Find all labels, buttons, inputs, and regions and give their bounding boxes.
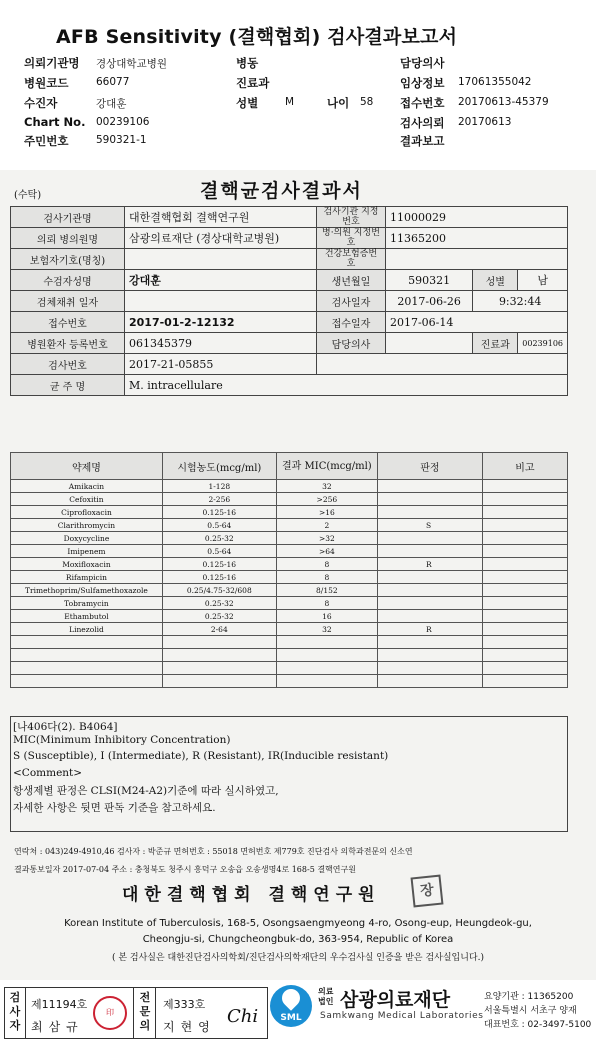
table-cell: 8 bbox=[276, 558, 377, 571]
sheet-title: 결핵균검사결과서 bbox=[200, 180, 363, 202]
table-cell bbox=[482, 623, 567, 636]
cell-label: 검사번호 bbox=[11, 354, 125, 375]
field-label-receipt: 접수번호 bbox=[400, 96, 445, 110]
cell-value: 대한결핵협회 결핵연구원 bbox=[125, 207, 317, 228]
table-cell bbox=[482, 506, 567, 519]
care-facility-no: 요양기관 : 11365200 bbox=[484, 992, 574, 1002]
table-cell: 0.125-16 bbox=[162, 558, 276, 571]
brand-phone: 대표번호 : 02-3497-5100 bbox=[484, 1020, 592, 1030]
cell-label: 병원환자 등록번호 bbox=[11, 333, 125, 354]
table-cell: 0.25-32 bbox=[162, 597, 276, 610]
table-cell bbox=[11, 649, 163, 662]
field-value-chart: 00239106 bbox=[96, 116, 150, 128]
table-cell bbox=[482, 532, 567, 545]
table-cell: 0.25-32 bbox=[162, 532, 276, 545]
table-cell: 8 bbox=[276, 597, 377, 610]
table-cell bbox=[162, 649, 276, 662]
cell-value bbox=[125, 249, 317, 270]
field-label-request: 검사의뢰 bbox=[400, 116, 445, 130]
cell-value: 11365200 bbox=[385, 228, 567, 249]
table-cell: 8 bbox=[276, 571, 377, 584]
cell-label: 수검자성명 bbox=[11, 270, 125, 291]
report-header bbox=[0, 0, 596, 170]
field-label-chart: Chart No. bbox=[24, 115, 86, 129]
susceptibility-table bbox=[10, 452, 568, 688]
cell-label: 진료과 bbox=[473, 333, 518, 354]
table-row bbox=[11, 545, 568, 558]
field-label-ward: 병동 bbox=[236, 56, 259, 70]
tester-license: 제11194호 bbox=[31, 998, 88, 1011]
cell-label: 보험자기호(명칭) bbox=[11, 249, 125, 270]
specialist-license: 제333호 bbox=[163, 998, 206, 1011]
field-value-hospital-code: 66077 bbox=[96, 76, 130, 88]
table-row bbox=[11, 597, 568, 610]
table-cell bbox=[11, 636, 163, 649]
table-cell: Cefoxitin bbox=[11, 493, 163, 506]
table-cell bbox=[482, 610, 567, 623]
table-cell: 16 bbox=[276, 610, 377, 623]
table-cell: Moxifloxacin bbox=[11, 558, 163, 571]
table-cell bbox=[11, 675, 163, 688]
signoff-strip bbox=[0, 985, 596, 1052]
cell-value: 강대훈 bbox=[125, 270, 317, 291]
cell-value: 2017-21-05855 bbox=[125, 354, 317, 375]
tester-seal: 印 bbox=[93, 996, 127, 1030]
table-row bbox=[11, 506, 568, 519]
certification-notice: ( 본 검사실은 대한진단검사의학회/진단검사의학재단의 우수검사실 인증을 받은 검사실입니다.) bbox=[111, 953, 484, 963]
cell-label: 병·의원 지정번호 bbox=[316, 228, 385, 249]
table-cell bbox=[482, 480, 567, 493]
interpretation-box bbox=[10, 716, 568, 832]
cell-value: 2017-06-14 bbox=[385, 312, 567, 333]
table-cell bbox=[377, 480, 482, 493]
table-cell bbox=[377, 584, 482, 597]
comment-line: MIC(Minimum Inhibitory Concentration) bbox=[13, 734, 231, 746]
tester-name: 최삼규 bbox=[31, 1020, 84, 1034]
notify-line: 결과통보일자 2017-07-04 주소 : 충청북도 청주시 흥덕구 오송읍 오송생명4로 168-5 결핵연구원 bbox=[14, 865, 356, 874]
cell-label: 건강보험증번호 bbox=[316, 249, 385, 270]
column-header: 약제명 bbox=[11, 453, 163, 480]
table-cell bbox=[482, 662, 567, 675]
table-cell bbox=[482, 558, 567, 571]
table-row bbox=[11, 493, 568, 506]
table-row bbox=[11, 519, 568, 532]
field-label-clinical: 임상정보 bbox=[400, 76, 445, 90]
cell-value bbox=[125, 291, 317, 312]
column-header: 비고 bbox=[482, 453, 567, 480]
table-cell: 0.125-16 bbox=[162, 571, 276, 584]
comment-line: 자세한 사항은 뒷면 판독 기준을 참고하세요. bbox=[13, 802, 216, 814]
cell-value: M. intracellulare bbox=[125, 375, 568, 396]
table-cell: >16 bbox=[276, 506, 377, 519]
field-value-id: 590321-1 bbox=[96, 134, 147, 146]
contact-line: 연락처 : 043)249-4910,46 검사자 : 박준규 면허번호 : 55018 면허번호 제779호 진단검사 의학과전문의 신소연 bbox=[14, 847, 413, 856]
field-value-request: 20170613 bbox=[458, 116, 512, 128]
table-cell: 32 bbox=[276, 623, 377, 636]
table-row bbox=[11, 571, 568, 584]
table-row bbox=[11, 623, 568, 636]
field-label-sex: 성별 bbox=[236, 96, 259, 110]
cell-label: 검체채취 일자 bbox=[11, 291, 125, 312]
field-value-sex: M bbox=[285, 96, 295, 108]
field-label-org: 의뢰기관명 bbox=[24, 56, 80, 70]
table-cell bbox=[377, 597, 482, 610]
table-cell: Tobramycin bbox=[11, 597, 163, 610]
table-cell bbox=[377, 649, 482, 662]
cell-label: 담당의사 bbox=[316, 333, 385, 354]
table-cell bbox=[377, 493, 482, 506]
brand-small: 의료법인 bbox=[318, 987, 334, 1006]
table-cell: S bbox=[377, 519, 482, 532]
field-value-clinical: 17061355042 bbox=[458, 76, 532, 88]
table-cell: 0.25-32 bbox=[162, 610, 276, 623]
table-cell: Doxycycline bbox=[11, 532, 163, 545]
cell-label: 검사기관명 bbox=[11, 207, 125, 228]
table-cell: Rifampicin bbox=[11, 571, 163, 584]
table-cell: 2-256 bbox=[162, 493, 276, 506]
field-label-id: 주민번호 bbox=[24, 134, 69, 148]
tester-label: 검사자 bbox=[9, 991, 21, 1032]
table-row bbox=[11, 480, 568, 493]
table-cell bbox=[276, 675, 377, 688]
consignment-label: (수탁) bbox=[14, 190, 42, 201]
table-cell: Imipenem bbox=[11, 545, 163, 558]
cell-label: 접수일자 bbox=[316, 312, 385, 333]
table-cell: >32 bbox=[276, 532, 377, 545]
cell-value: 11000029 bbox=[385, 207, 567, 228]
table-cell bbox=[482, 519, 567, 532]
field-label-doctor: 담당의사 bbox=[400, 56, 445, 70]
brand-address: 서울특별시 서초구 양재 bbox=[484, 1006, 577, 1016]
table-cell bbox=[377, 636, 482, 649]
table-cell: 1-128 bbox=[162, 480, 276, 493]
table-cell bbox=[482, 545, 567, 558]
column-header: 시험농도(mcg/ml) bbox=[162, 453, 276, 480]
cell-value: 2017-01-2-12132 bbox=[125, 312, 317, 333]
cell-value: 9:32:44 bbox=[473, 291, 568, 312]
english-address-line: Korean Institute of Tuberculosis, 168-5, Osongsaengmyeong 4-ro, Osong-eup, Heungdeok-gu, bbox=[64, 918, 532, 929]
column-header: 결과 MIC(mcg/ml) bbox=[276, 453, 377, 480]
susceptibility-rows bbox=[11, 480, 568, 688]
table-cell bbox=[276, 649, 377, 662]
cell-empty bbox=[316, 354, 567, 375]
table-cell: 0.25/4.75-32/608 bbox=[162, 584, 276, 597]
table-cell bbox=[276, 662, 377, 675]
table-row bbox=[11, 662, 568, 675]
cell-label: 접수번호 bbox=[11, 312, 125, 333]
sml-logo-icon bbox=[270, 985, 312, 1027]
field-value-org: 경상대학교병원 bbox=[96, 58, 168, 70]
table-cell bbox=[162, 636, 276, 649]
table-cell bbox=[482, 597, 567, 610]
table-cell: >64 bbox=[276, 545, 377, 558]
table-cell bbox=[482, 649, 567, 662]
specialist-name: 지현영 bbox=[163, 1020, 216, 1034]
institute-name: 대한결핵협회 결핵연구원 bbox=[122, 885, 381, 905]
table-cell bbox=[11, 662, 163, 675]
field-label-hospital-code: 병원코드 bbox=[24, 76, 69, 90]
table-cell bbox=[482, 636, 567, 649]
table-cell bbox=[377, 545, 482, 558]
patient-info-table bbox=[10, 206, 568, 396]
column-header: 판정 bbox=[377, 453, 482, 480]
field-value-receipt: 20170613-45379 bbox=[458, 96, 549, 108]
table-cell bbox=[377, 532, 482, 545]
tester-box bbox=[4, 987, 268, 1039]
table-cell: R bbox=[377, 623, 482, 636]
cell-label: 의뢰 병의원명 bbox=[11, 228, 125, 249]
field-label-age: 나이 bbox=[327, 96, 350, 110]
cell-value bbox=[385, 333, 472, 354]
table-cell bbox=[276, 636, 377, 649]
comment-line: 항생제별 판정은 CLSI(M24-A2)기준에 따라 실시하였고, bbox=[13, 785, 279, 797]
table-cell bbox=[482, 584, 567, 597]
table-cell bbox=[377, 610, 482, 623]
cell-label: 균 주 명 bbox=[11, 375, 125, 396]
cell-label: 성별 bbox=[473, 270, 518, 291]
field-value-age: 58 bbox=[360, 96, 374, 108]
table-cell: 2-64 bbox=[162, 623, 276, 636]
table-row bbox=[11, 532, 568, 545]
table-cell: 32 bbox=[276, 480, 377, 493]
report-title: AFB Sensitivity (결핵협회) 검사결과보고서 bbox=[56, 26, 458, 48]
cell-value: 590321 bbox=[385, 270, 472, 291]
english-address-line: Cheongju-si, Chungcheongbuk-do, 363-954, Republic of Korea bbox=[142, 934, 454, 945]
table-cell bbox=[377, 571, 482, 584]
brand-name: 삼광의료재단 bbox=[340, 989, 451, 1011]
cell-value bbox=[385, 249, 567, 270]
cell-value: 남 bbox=[518, 270, 568, 291]
table-cell: Linezolid bbox=[11, 623, 163, 636]
logo-text: SML bbox=[280, 1013, 302, 1023]
cell-label: 생년월일 bbox=[316, 270, 385, 291]
cell-value: 2017-06-26 bbox=[385, 291, 472, 312]
field-label-patient: 수진자 bbox=[24, 96, 58, 110]
table-cell bbox=[377, 506, 482, 519]
table-cell bbox=[482, 571, 567, 584]
table-cell: 0.5-64 bbox=[162, 519, 276, 532]
comment-code: [나406다(2). B4064] bbox=[13, 721, 118, 733]
comment-line: S (Susceptible), I (Intermediate), R (Resistant), IR(Inducible resistant) bbox=[13, 750, 389, 762]
cell-value: 00239106 bbox=[518, 333, 568, 354]
table-cell: 0.5-64 bbox=[162, 545, 276, 558]
field-label-dept: 진료과 bbox=[236, 76, 270, 90]
table-cell: Trimethoprim/Sulfamethoxazole bbox=[11, 584, 163, 597]
table-cell bbox=[162, 662, 276, 675]
institute-seal: 장 bbox=[411, 875, 444, 908]
table-cell bbox=[482, 675, 567, 688]
table-row bbox=[11, 558, 568, 571]
table-cell bbox=[377, 662, 482, 675]
table-cell: R bbox=[377, 558, 482, 571]
table-cell: 2 bbox=[276, 519, 377, 532]
specialist-signature: Chi bbox=[227, 1006, 259, 1027]
table-cell bbox=[162, 675, 276, 688]
table-cell: >256 bbox=[276, 493, 377, 506]
specialist-label: 전문의 bbox=[139, 991, 151, 1032]
table-cell bbox=[377, 675, 482, 688]
table-cell: Amikacin bbox=[11, 480, 163, 493]
table-cell: 8/152 bbox=[276, 584, 377, 597]
cell-label: 검사일자 bbox=[316, 291, 385, 312]
table-cell: 0.125-16 bbox=[162, 506, 276, 519]
table-cell: Ethambutol bbox=[11, 610, 163, 623]
cell-value: 삼광의료재단 (경상대학교병원) bbox=[125, 228, 317, 249]
cell-label: 검사기관 지정번호 bbox=[316, 207, 385, 228]
brand-english: Samkwang Medical Laboratories bbox=[320, 1011, 484, 1021]
cell-value: 061345379 bbox=[125, 333, 317, 354]
table-row bbox=[11, 636, 568, 649]
table-cell: Ciprofloxacin bbox=[11, 506, 163, 519]
field-label-result: 결과보고 bbox=[400, 134, 445, 148]
table-row bbox=[11, 649, 568, 662]
table-row bbox=[11, 584, 568, 597]
table-cell bbox=[482, 493, 567, 506]
table-row bbox=[11, 675, 568, 688]
field-value-patient: 강대훈 bbox=[96, 98, 127, 110]
comment-line: <Comment> bbox=[13, 767, 83, 779]
table-cell: Clarithromycin bbox=[11, 519, 163, 532]
table-row bbox=[11, 610, 568, 623]
